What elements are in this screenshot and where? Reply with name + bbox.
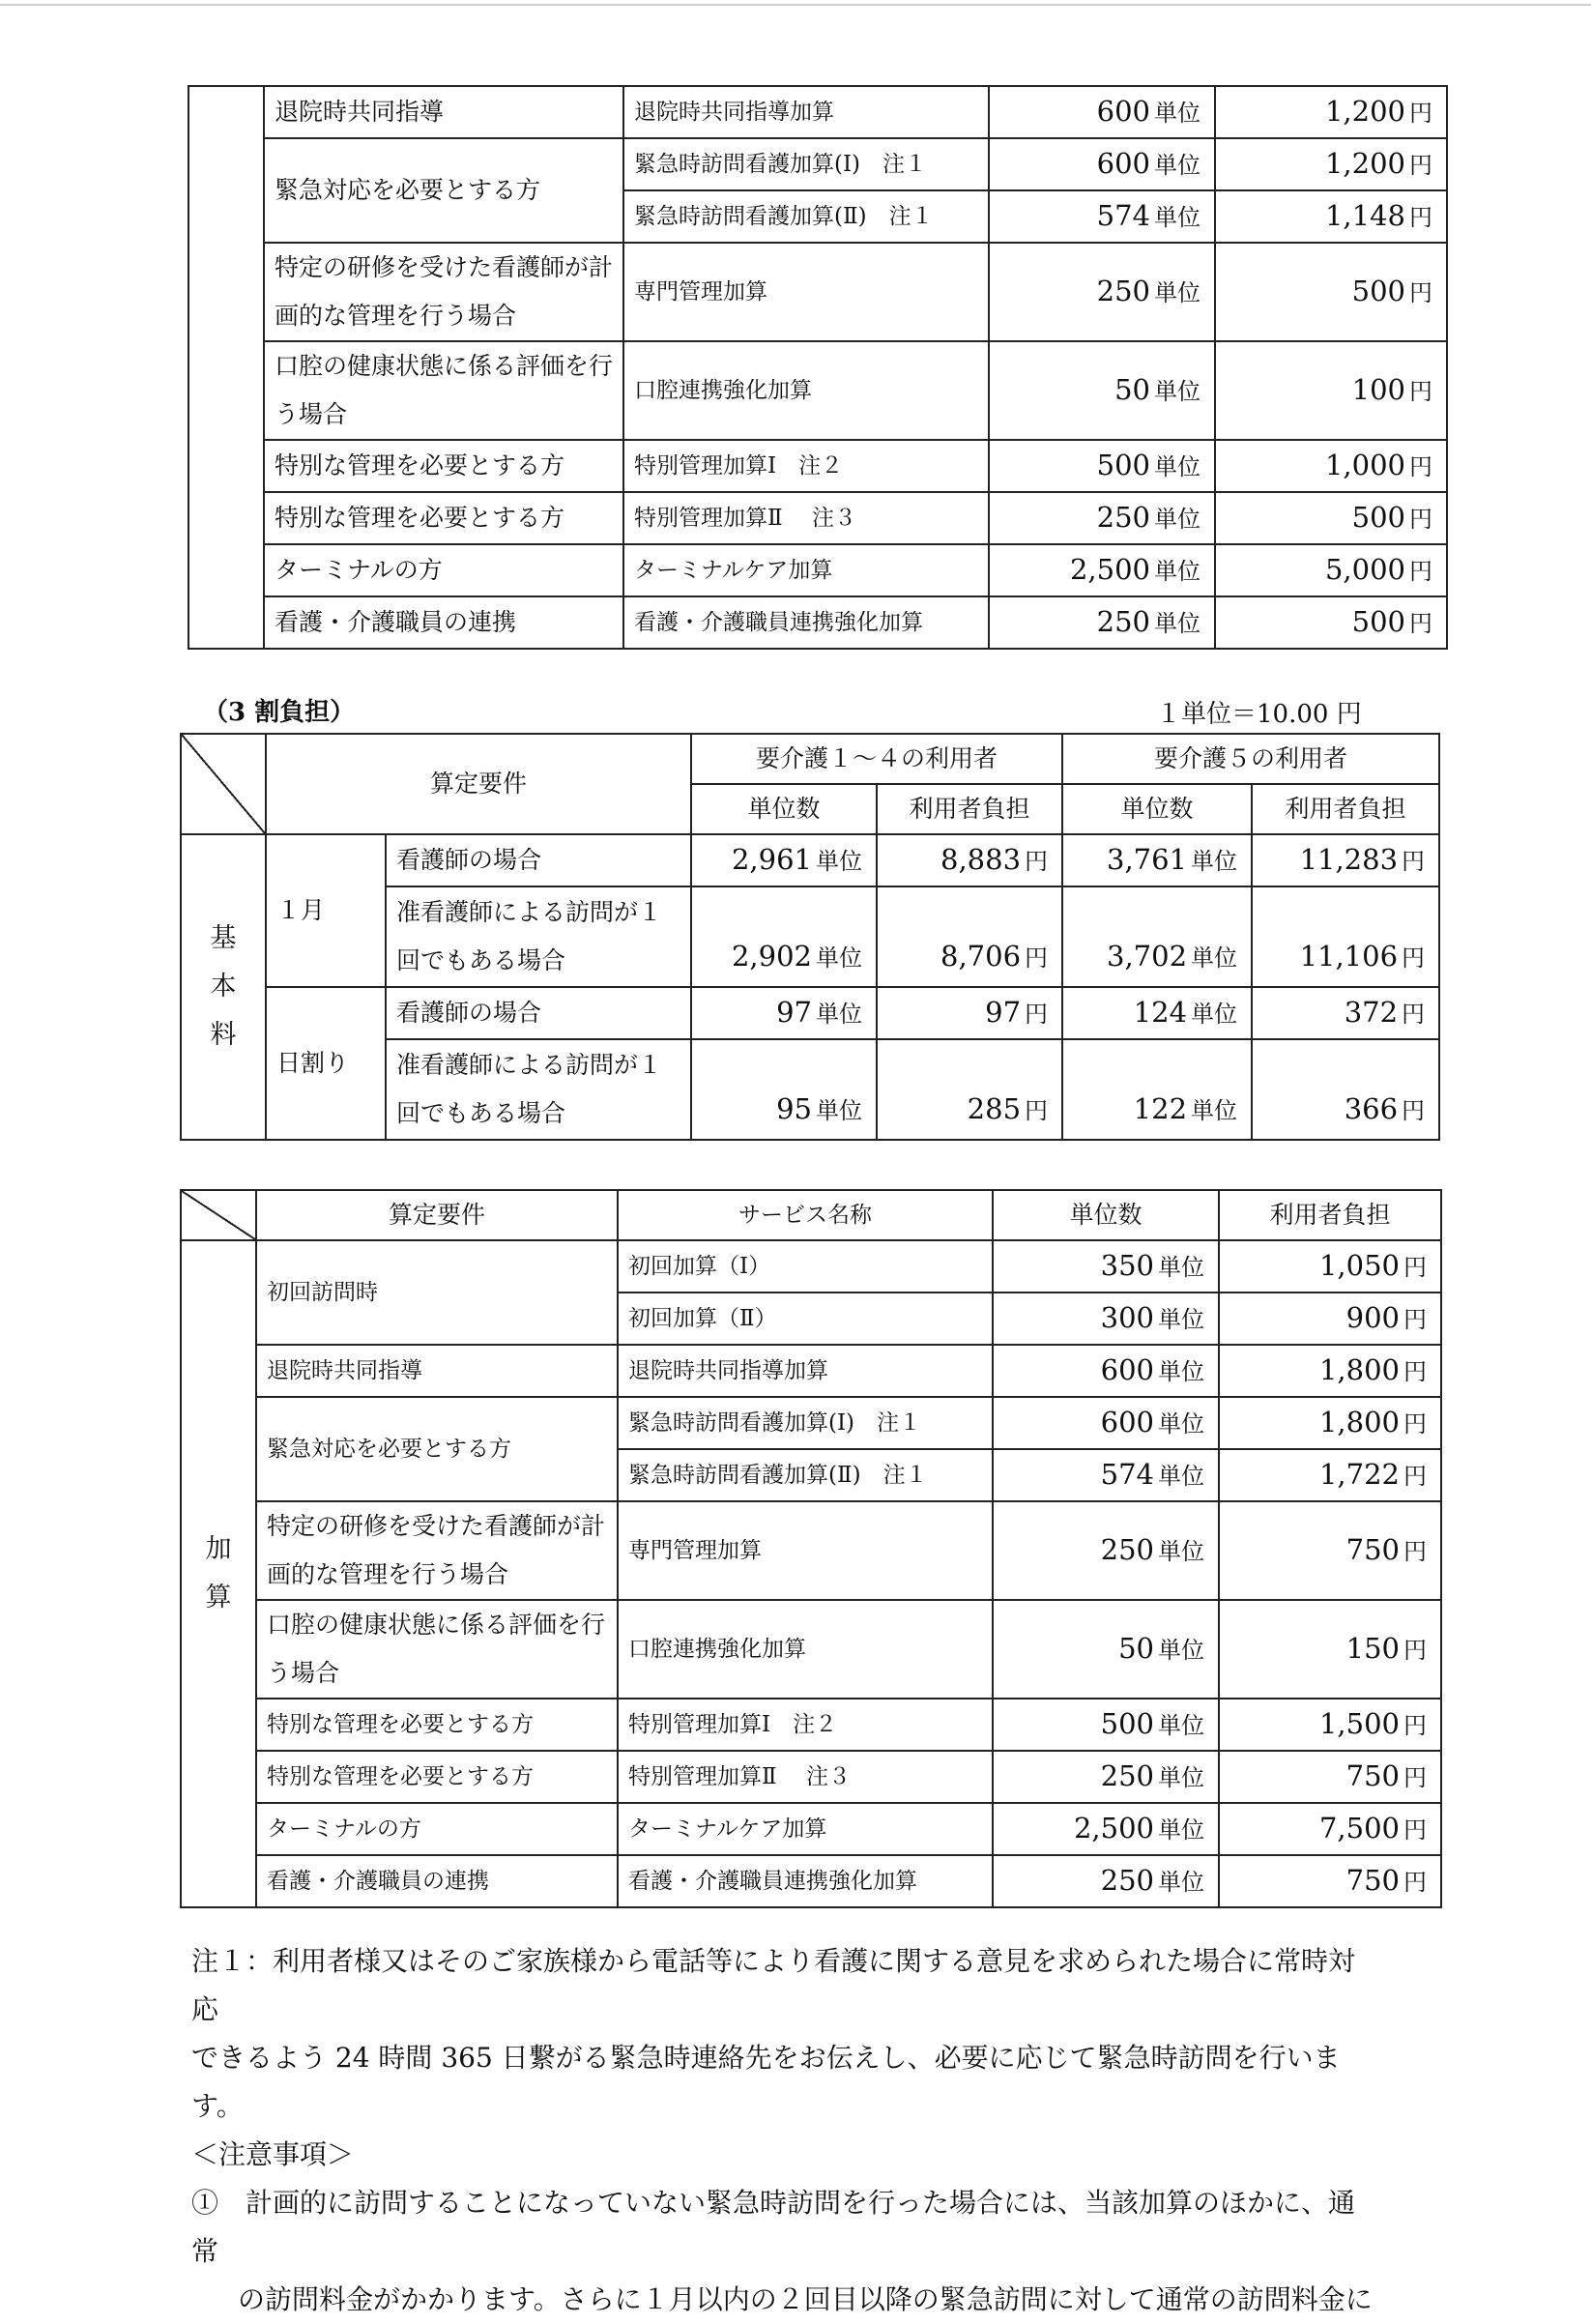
burden-cell: 1,200 円 bbox=[1215, 86, 1447, 138]
burden-cell: 750 円 bbox=[1219, 1501, 1441, 1600]
table-row bbox=[181, 1600, 1441, 1699]
table-row bbox=[181, 1699, 1441, 1751]
units-cell: 95 単位 bbox=[691, 1039, 877, 1140]
table-row bbox=[188, 138, 1447, 190]
header-units: 単位数 bbox=[691, 784, 877, 834]
diagonal-header-cell bbox=[181, 734, 266, 834]
units-cell: 574 単位 bbox=[993, 1449, 1219, 1501]
period-daily: 日割り bbox=[266, 987, 386, 1140]
requirement-cell: 特定の研修を受けた看護師が計画的な管理を行う場合 bbox=[264, 243, 623, 341]
requirement-cell: 緊急対応を必要とする方 bbox=[264, 138, 623, 243]
units-cell: 250 単位 bbox=[989, 596, 1215, 649]
header-units: 単位数 bbox=[993, 1190, 1219, 1240]
units-cell: 600 単位 bbox=[993, 1397, 1219, 1449]
requirement-cell: 退院時共同指導 bbox=[264, 86, 623, 138]
service-cell: 初回加算（Ⅰ） bbox=[618, 1240, 993, 1293]
addition-table-3割 bbox=[180, 1189, 1442, 1908]
addition-side-label: 加 算 bbox=[181, 1240, 256, 1907]
requirement-cell: 看護・介護職員の連携 bbox=[256, 1855, 618, 1907]
diagonal-header-cell bbox=[181, 1190, 256, 1240]
units-cell: 2,902 単位 bbox=[691, 886, 877, 987]
scan-edge-line bbox=[0, 4, 1591, 6]
burden-cell: 97 円 bbox=[877, 987, 1062, 1039]
burden-cell: 1,200 円 bbox=[1215, 138, 1447, 190]
requirement-cell: 看護・介護職員の連携 bbox=[264, 596, 623, 649]
burden-cell: 11,106 円 bbox=[1252, 886, 1439, 987]
requirement-cell: 緊急対応を必要とする方 bbox=[256, 1397, 618, 1501]
table-row bbox=[188, 492, 1447, 544]
burden-cell: 5,000 円 bbox=[1215, 544, 1447, 596]
header-requirement: 算定要件 bbox=[256, 1190, 618, 1240]
header-group-5: 要介護５の利用者 bbox=[1062, 734, 1439, 784]
case-nurse: 看護師の場合 bbox=[386, 834, 691, 886]
table-row bbox=[181, 987, 1439, 1039]
burden-cell: 366 円 bbox=[1252, 1039, 1439, 1140]
table-row bbox=[188, 544, 1447, 596]
units-cell: 600 単位 bbox=[989, 138, 1215, 190]
table-row bbox=[181, 1803, 1441, 1855]
burden-cell: 372 円 bbox=[1252, 987, 1439, 1039]
units-cell: 500 単位 bbox=[993, 1699, 1219, 1751]
table-row bbox=[188, 596, 1447, 649]
burden-cell: 8,883 円 bbox=[877, 834, 1062, 886]
header-requirement: 算定要件 bbox=[266, 734, 691, 834]
units-cell: 500 単位 bbox=[989, 440, 1215, 492]
table-header-row bbox=[181, 1190, 1441, 1240]
requirement-cell: ターミナルの方 bbox=[256, 1803, 618, 1855]
service-cell: 口腔連携強化加算 bbox=[618, 1600, 993, 1699]
units-cell: 3,702 単位 bbox=[1062, 886, 1252, 987]
service-cell: 口腔連携強化加算 bbox=[623, 341, 989, 440]
units-cell: 250 単位 bbox=[989, 492, 1215, 544]
units-cell: 122 単位 bbox=[1062, 1039, 1252, 1140]
service-cell: 緊急時訪問看護加算(Ⅱ) 注１ bbox=[618, 1449, 993, 1501]
header-burden: 利用者負担 bbox=[877, 784, 1062, 834]
table-header-row bbox=[181, 734, 1439, 784]
case-assoc-nurse: 准看護師による訪問が１回でもある場合 bbox=[386, 1039, 691, 1140]
burden-cell: 1,500 円 bbox=[1219, 1699, 1441, 1751]
units-cell: 350 単位 bbox=[993, 1240, 1219, 1293]
burden-cell: 8,706 円 bbox=[877, 886, 1062, 987]
header-burden: 利用者負担 bbox=[1219, 1190, 1441, 1240]
requirement-cell: 特別な管理を必要とする方 bbox=[264, 440, 623, 492]
units-cell: 50 単位 bbox=[993, 1600, 1219, 1699]
burden-cell: 1,000 円 bbox=[1215, 440, 1447, 492]
service-cell: 退院時共同指導加算 bbox=[623, 86, 989, 138]
service-cell: ターミナルケア加算 bbox=[623, 544, 989, 596]
requirement-cell: 特別な管理を必要とする方 bbox=[264, 492, 623, 544]
burden-cell: 900 円 bbox=[1219, 1293, 1441, 1345]
units-cell: 250 単位 bbox=[993, 1501, 1219, 1600]
table-row bbox=[181, 1751, 1441, 1803]
burden-cell: 100 円 bbox=[1215, 341, 1447, 440]
burden-cell: 1,800 円 bbox=[1219, 1345, 1441, 1397]
units-cell: 2,500 単位 bbox=[993, 1803, 1219, 1855]
table-row bbox=[188, 341, 1447, 440]
period-month: １月 bbox=[266, 834, 386, 987]
service-cell: 特別管理加算Ⅱ 注３ bbox=[618, 1751, 993, 1803]
burden-cell: 7,500 円 bbox=[1219, 1803, 1441, 1855]
service-cell: 初回加算（Ⅱ） bbox=[618, 1293, 993, 1345]
requirement-cell: 特別な管理を必要とする方 bbox=[256, 1751, 618, 1803]
service-cell: 看護・介護職員連携強化加算 bbox=[618, 1855, 993, 1907]
table-row bbox=[181, 1855, 1441, 1907]
notes-section bbox=[191, 1937, 1380, 2324]
unit-rate: １単位＝10.00 円 bbox=[1156, 700, 1362, 729]
basic-fee-side-label: 基 本 料 bbox=[181, 834, 266, 1140]
header-group-1-4: 要介護１～４の利用者 bbox=[691, 734, 1062, 784]
service-cell: 退院時共同指導加算 bbox=[618, 1345, 993, 1397]
service-cell: 特別管理加算Ⅱ 注３ bbox=[623, 492, 989, 544]
units-cell: 600 単位 bbox=[989, 86, 1215, 138]
burden-cell: 750 円 bbox=[1219, 1855, 1441, 1907]
burden-cell: 750 円 bbox=[1219, 1751, 1441, 1803]
requirement-cell: 特別な管理を必要とする方 bbox=[256, 1699, 618, 1751]
service-cell: 緊急時訪問看護加算(Ⅰ) 注１ bbox=[623, 138, 989, 190]
caution-item-1-line-1: ① 計画的に訪問することになっていない緊急時訪問を行った場合には、当該加算のほかに、通常 bbox=[191, 2187, 1356, 2267]
requirement-cell: ターミナルの方 bbox=[264, 544, 623, 596]
units-cell: 97 単位 bbox=[691, 987, 877, 1039]
burden-cell: 150 円 bbox=[1219, 1600, 1441, 1699]
table-row bbox=[181, 1240, 1441, 1293]
table-row bbox=[188, 86, 1447, 138]
burden-cell: 1,148 円 bbox=[1215, 190, 1447, 243]
table-row bbox=[181, 1397, 1441, 1449]
burden-cell: 285 円 bbox=[877, 1039, 1062, 1140]
units-cell: 250 単位 bbox=[993, 1751, 1219, 1803]
burden-cell: 1,800 円 bbox=[1219, 1397, 1441, 1449]
units-cell: 600 単位 bbox=[993, 1345, 1219, 1397]
units-cell: 124 単位 bbox=[1062, 987, 1252, 1039]
burden-cell: 500 円 bbox=[1215, 596, 1447, 649]
burden-cell: 11,283 円 bbox=[1252, 834, 1439, 886]
section-title: （3 割負担） bbox=[203, 698, 356, 727]
requirement-cell: 口腔の健康状態に係る評価を行う場合 bbox=[256, 1600, 618, 1699]
table-row bbox=[188, 243, 1447, 341]
table-row bbox=[181, 834, 1439, 886]
header-service-name: サービス名称 bbox=[618, 1190, 993, 1240]
case-nurse: 看護師の場合 bbox=[386, 987, 691, 1039]
service-cell: 専門管理加算 bbox=[623, 243, 989, 341]
units-cell: 50 単位 bbox=[989, 341, 1215, 440]
units-cell: 300 単位 bbox=[993, 1293, 1219, 1345]
units-cell: 3,761 単位 bbox=[1062, 834, 1252, 886]
addition-table-2割 bbox=[188, 85, 1448, 650]
requirement-cell: 特定の研修を受けた看護師が計画的な管理を行う場合 bbox=[256, 1501, 618, 1600]
caution-title: ＜注意事項＞ bbox=[191, 2138, 355, 2170]
note-1-line-2: できるよう 24 時間 365 日繋がる緊急時連絡先をお伝えし、必要に応じて緊急時訪問を行います。 bbox=[191, 2042, 1341, 2122]
service-cell: 看護・介護職員連携強化加算 bbox=[623, 596, 989, 649]
side-label-cell bbox=[188, 86, 264, 649]
header-burden: 利用者負担 bbox=[1252, 784, 1439, 834]
units-cell: 250 単位 bbox=[989, 243, 1215, 341]
service-cell: 特別管理加算Ⅰ 注２ bbox=[618, 1699, 993, 1751]
service-cell: 特別管理加算Ⅰ 注２ bbox=[623, 440, 989, 492]
units-cell: 2,961 単位 bbox=[691, 834, 877, 886]
service-cell: ターミナルケア加算 bbox=[618, 1803, 993, 1855]
units-cell: 2,500 単位 bbox=[989, 544, 1215, 596]
basic-fee-table bbox=[180, 733, 1440, 1141]
burden-cell: 500 円 bbox=[1215, 492, 1447, 544]
units-cell: 574 単位 bbox=[989, 190, 1215, 243]
burden-cell: 500 円 bbox=[1215, 243, 1447, 341]
header-units: 単位数 bbox=[1062, 784, 1252, 834]
table-row bbox=[188, 440, 1447, 492]
requirement-cell: 退院時共同指導 bbox=[256, 1345, 618, 1397]
service-cell: 緊急時訪問看護加算(Ⅱ) 注１ bbox=[623, 190, 989, 243]
table-row bbox=[181, 1345, 1441, 1397]
case-assoc-nurse: 准看護師による訪問が１回でもある場合 bbox=[386, 886, 691, 987]
burden-cell: 1,050 円 bbox=[1219, 1240, 1441, 1293]
table-row bbox=[181, 1501, 1441, 1600]
service-cell: 緊急時訪問看護加算(Ⅰ) 注１ bbox=[618, 1397, 993, 1449]
burden-cell: 1,722 円 bbox=[1219, 1449, 1441, 1501]
units-cell: 250 単位 bbox=[993, 1855, 1219, 1907]
note-1-line-1: 注１：利用者様又はそのご家族様から電話等により看護に関する意見を求められた場合に常時対応 bbox=[191, 1945, 1356, 2025]
caution-item-1-line-2: の訪問料金がかかります。さらに１月以内の２回目以降の緊急訪問に対して通常の訪問料金に bbox=[238, 2283, 1373, 2315]
service-cell: 専門管理加算 bbox=[618, 1501, 993, 1600]
requirement-cell: 初回訪問時 bbox=[256, 1240, 618, 1345]
requirement-cell: 口腔の健康状態に係る評価を行う場合 bbox=[264, 341, 623, 440]
